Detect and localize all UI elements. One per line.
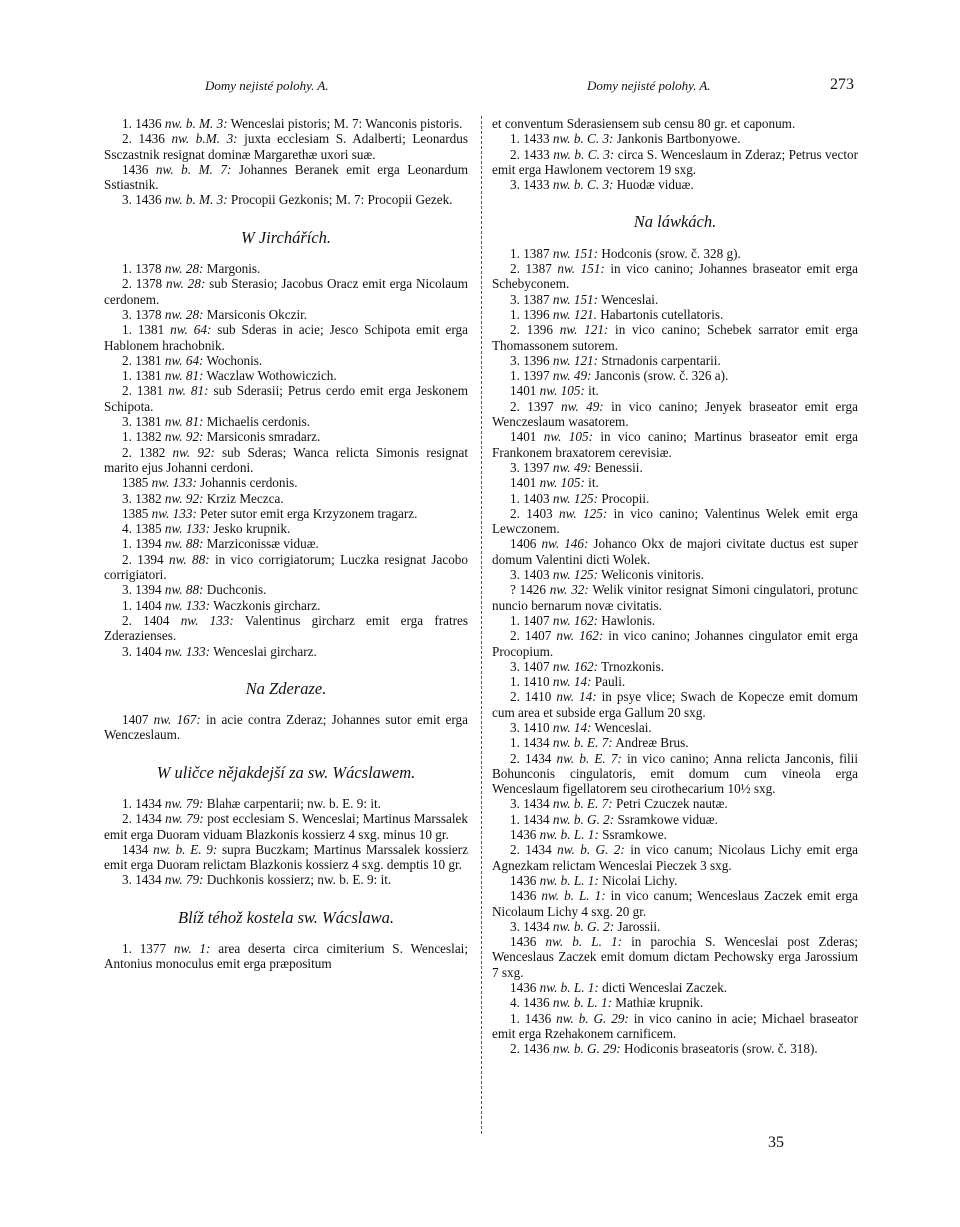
register-entry <box>104 796 468 811</box>
entry-reference: nw. b. E. 7: <box>552 796 613 812</box>
entry-text: Habartonis cutellatoris. <box>596 306 724 322</box>
register-entry <box>492 399 858 430</box>
entry-text: Wenceslai. <box>591 719 652 735</box>
register-entry <box>492 796 858 811</box>
entry-prefix: ? 1426 <box>510 582 550 598</box>
entry-reference: nw. 28: <box>164 306 204 322</box>
entry-prefix: 3. 1381 <box>122 414 165 430</box>
entry-reference: nw. 49: <box>552 459 592 475</box>
entry-text: Wenceslai pistoris; M. 7: Wanconis pistoris. <box>227 116 463 131</box>
entry-reference: nw. b.M. 3: <box>171 131 238 147</box>
register-entry <box>492 368 858 383</box>
section-heading: Blíž téhož kostela sw. Wácslawa. <box>177 907 394 927</box>
entry-text: Michaelis cerdonis. <box>203 414 311 430</box>
register-entry <box>104 322 468 353</box>
entry-prefix: 2. 1397 <box>510 398 562 414</box>
entry-prefix: 4. 1436 <box>510 995 553 1011</box>
entry-text: Pauli. <box>591 674 626 690</box>
entry-reference: nw. 133: <box>164 597 211 613</box>
entry-text: in vico corrigiatorum; Luczka resignat Jacobo corrigiatori. <box>104 551 468 583</box>
entry-reference: nw. 133: <box>151 505 197 521</box>
register-entry <box>492 147 858 178</box>
register-entry <box>104 552 468 583</box>
register-entry <box>104 536 468 551</box>
entry-reference: nw. 133: <box>151 475 197 491</box>
entry-text: Petri Czuczek nautæ. <box>612 796 728 812</box>
entry-text: Peter sutor emit erga Krzyzonem tragarz. <box>196 505 418 521</box>
entry-prefix: 1436 <box>510 888 542 904</box>
entry-text: Welik vinitor resignat Simoni cingulatori, protunc nuncio bernarum novæ civitatis. <box>492 582 858 613</box>
entry-prefix: 1436 <box>122 161 156 177</box>
entry-prefix: 2. 1433 <box>510 146 554 162</box>
entry-prefix: 1406 <box>510 536 542 552</box>
entry-prefix: 1. 1434 <box>510 811 553 827</box>
entry-text: it. <box>584 475 599 491</box>
entry-reference: nw. 121: <box>559 322 609 338</box>
entry-reference: nw. b. G. 2: <box>552 811 615 827</box>
entry-prefix: 2. 1394 <box>122 551 169 567</box>
entry-text: in vico canino; Anna relicta Janconis, filii Bohunconis cingulatoris, emit domum cum vineola erga Wenceslaum figellatorem seu cirothecarium 10½ sxg. <box>492 750 859 797</box>
section-heading: Na láwkách. <box>633 212 717 232</box>
entry-prefix: 1436 <box>510 872 540 888</box>
entry-prefix: 1. 1407 <box>510 612 553 628</box>
entry-text: in vico canino; Jenyek braseator emit erga Wenczeslaum wasatorem. <box>492 398 858 430</box>
entry-text: Johanco Okx de majori civitate ductus est super domum Valentini dicti Wolek. <box>492 536 859 567</box>
entry-text: supra Buczkam; Martinus Marssalek kossierz emit erga Duoram relictam Blazkonis kossierz 4 sxg. demptis 10 gr. <box>104 841 469 873</box>
entry-text: post ecclesiam S. Wenceslai; Martinus Marssalek emit erga Duoram viduam Blazkonis kossierz 4 sxg. minus 10 gr. <box>104 811 468 842</box>
entry-reference: nw. 105: <box>543 429 593 445</box>
entry-prefix: 1385 <box>122 475 152 491</box>
register-entry <box>492 383 858 398</box>
signature-mark: 35 <box>768 1134 784 1151</box>
entry-text: Jankonis Bartbonyowe. <box>613 131 741 147</box>
register-entry <box>492 567 858 582</box>
register-entry <box>104 712 468 743</box>
entry-reference: nw. 121: <box>552 352 599 368</box>
entry-reference: nw. 79: <box>164 795 204 811</box>
right-column <box>492 116 858 1057</box>
register-entry <box>104 872 468 887</box>
entry-reference: nw. 88: <box>168 551 210 567</box>
entry-prefix: 1. 1397 <box>510 368 553 384</box>
register-entry <box>492 307 858 322</box>
entry-prefix: 1401 <box>510 383 540 399</box>
entry-text: Hawlonis. <box>598 612 656 628</box>
entry-reference: nw. 64: <box>164 352 204 368</box>
entry-text: area deserta circa cimiterium S. Wenceslai; Antonius monoculus emit erga præpositum <box>104 941 469 972</box>
entry-reference: nw. 79: <box>164 872 204 888</box>
entry-text: Huodæ viduæ. <box>613 177 694 193</box>
entry-reference: nw. 49: <box>561 398 604 414</box>
entry-prefix: 2. 1436 <box>510 1041 553 1057</box>
entry-prefix: 2. 1378 <box>122 276 167 292</box>
entry-text: in acie contra Zderaz; Johannes sutor emit erga Wenczeslaum. <box>104 712 468 743</box>
entry-prefix: 1436 <box>510 980 540 996</box>
entry-prefix: 1. 1396 <box>510 306 553 322</box>
entry-prefix: 2. 1410 <box>510 689 557 705</box>
entry-text: in vico canino; Johannes cingulator emit erga Procopium. <box>492 628 858 659</box>
entry-reference: nw. b. L. 1: <box>552 995 612 1011</box>
register-entry <box>492 429 858 460</box>
register-entry <box>492 475 858 490</box>
entry-reference: nw. 105: <box>539 475 585 491</box>
entry-reference: nw. b. C. 3: <box>552 177 614 193</box>
entry-text: sub Sterasio; Jacobus Oracz emit erga Nicolaum cerdonem. <box>104 276 469 307</box>
entry-reference: nw. 167: <box>153 712 201 728</box>
register-entry <box>104 429 468 444</box>
register-entry <box>104 491 468 506</box>
entry-prefix: 3. 1434 <box>510 918 553 934</box>
entry-prefix: 1. 1436 <box>122 116 165 131</box>
entry-text: in parochia S. Wenceslai post Zderas; Wenceslaus Zaczek emit domum dictam Pechowsky erga Jarossium 7 sxg. <box>492 934 859 980</box>
entry-text: Waczlaw Wothowiczich. <box>203 368 337 384</box>
register-entry <box>492 980 858 995</box>
entry-prefix: 3. 1403 <box>510 567 553 583</box>
entry-reference: nw. 28: <box>166 276 206 292</box>
entry-text: et conventum Sderasiensem sub censu 80 gr. et caponum. <box>492 116 796 131</box>
register-entry <box>492 536 858 567</box>
entry-reference: nw. 28: <box>164 261 204 277</box>
entry-text: in vico canino; Martinus braseator emit erga Frankonem braxatorem cerevisiæ. <box>492 429 859 460</box>
register-entry <box>492 261 858 292</box>
entry-reference: nw. 125: <box>552 490 599 506</box>
entry-prefix: 1385 <box>122 505 152 521</box>
entry-prefix: 1. 1410 <box>510 674 553 690</box>
entry-text: Marziconissæ viduæ. <box>203 536 319 552</box>
entry-text: dicti Wenceslai Zaczek. <box>598 980 728 996</box>
register-entry <box>104 582 468 597</box>
register-entry <box>492 689 858 720</box>
entry-text: Hodiconis braseatoris (srow. č. 318). <box>620 1041 818 1057</box>
entry-prefix: 2. 1381 <box>122 352 165 368</box>
entry-reference: nw. 133: <box>164 643 211 659</box>
register-entry <box>492 292 858 307</box>
register-entry <box>492 353 858 368</box>
entry-reference: nw. 32: <box>549 582 589 598</box>
entry-prefix: 1. 1434 <box>122 795 165 811</box>
entry-prefix: 3. 1436 <box>122 192 165 208</box>
entry-prefix: 3. 1387 <box>510 291 553 307</box>
entry-text: in vico canino; Schebek sarrator emit erga Thomassonem sutorem. <box>492 322 858 353</box>
register-entry <box>104 598 468 613</box>
entry-text: Jesko krupnik. <box>210 521 291 537</box>
entry-prefix: 3. 1434 <box>122 872 165 888</box>
entry-text: Weliconis vinitoris. <box>598 567 705 583</box>
entry-prefix: 1. 1434 <box>510 735 553 751</box>
entry-text: Margonis. <box>203 261 261 277</box>
register-entry <box>104 116 468 131</box>
entry-prefix: 3. 1404 <box>122 643 165 659</box>
entry-reference: nw. 88: <box>164 536 204 552</box>
entry-reference: nw. 14: <box>556 689 597 705</box>
entry-text: in psye vlice; Swach de Kopecze emit domum cum area et subside erga Gallum 20 sxg. <box>492 689 858 720</box>
entry-reference: nw. 88: <box>164 582 204 598</box>
register-entry <box>104 613 468 644</box>
entry-prefix: 2. 1403 <box>510 505 559 521</box>
entry-prefix: 1. 1404 <box>122 597 165 613</box>
entry-reference: nw. b. M. 3: <box>164 192 228 208</box>
register-entry <box>104 307 468 322</box>
register-entry <box>492 116 858 131</box>
entry-reference: nw. 121. <box>552 306 597 322</box>
entry-reference: nw. b. L. 1: <box>539 872 599 888</box>
entry-text: Duchkonis kossierz; nw. b. E. 9: it. <box>203 872 392 888</box>
entry-reference: nw. 81: <box>164 368 204 384</box>
entry-prefix: 1. 1403 <box>510 490 553 506</box>
entry-prefix: 3. 1397 <box>510 459 553 475</box>
entry-reference: nw. 162: <box>552 612 599 628</box>
entry-prefix: 1436 <box>510 827 540 843</box>
entry-text: Jarossii. <box>614 918 661 934</box>
entry-prefix: 1407 <box>122 712 154 728</box>
entry-text: Benessii. <box>591 459 643 475</box>
entry-reference: nw. b. E. 7: <box>556 750 622 766</box>
entry-text: Mathiæ krupnik. <box>611 995 704 1011</box>
entry-reference: nw. 81: <box>168 383 209 399</box>
entry-reference: nw. b. L. 1: <box>539 827 599 843</box>
entry-reference: nw. b. E. 7: <box>552 735 613 751</box>
entry-prefix: 3. 1410 <box>510 719 553 735</box>
entry-prefix: 2. 1396 <box>510 322 560 338</box>
entry-reference: nw. 92: <box>172 444 215 460</box>
entry-text: Hodconis (srow. č. 328 g). <box>598 245 741 261</box>
entry-reference: nw. b. M. 3: <box>164 116 228 131</box>
register-entry <box>104 162 468 193</box>
entry-text: Strnadonis carpentarii. <box>598 352 721 368</box>
entry-text: Johannes Beranek emit erga Leonardum Sstiastnik. <box>104 161 468 193</box>
register-entry <box>104 131 468 162</box>
register-entry <box>492 995 858 1010</box>
register-entry <box>104 644 468 659</box>
entry-text: Blahæ carpentarii; nw. b. E. 9: it. <box>203 795 381 811</box>
entry-prefix: 1. 1381 <box>122 322 171 338</box>
register-entry <box>492 246 858 261</box>
register-entry <box>104 521 468 536</box>
entry-reference: nw. b. L. 1: <box>545 934 622 950</box>
entry-prefix: 4. 1385 <box>122 521 165 537</box>
entry-reference: nw. 133: <box>180 612 234 628</box>
entry-reference: nw. 105: <box>539 383 585 399</box>
register-entry <box>492 177 858 192</box>
entry-reference: nw. 92: <box>164 429 204 445</box>
entry-prefix: 2. 1382 <box>122 444 173 460</box>
register-entry <box>104 414 468 429</box>
entry-reference: nw. b. M. 7: <box>155 161 232 177</box>
entry-text: Duchconis. <box>203 582 267 598</box>
register-entry <box>492 628 858 659</box>
entry-text: sub Sderas in acie; Jesco Schipota emit erga Hablonem hrachobnik. <box>104 322 468 353</box>
entry-text: Krziz Meczca. <box>203 490 284 506</box>
entry-text: Valentinus gircharz emit erga fratres Zderazienses. <box>104 612 469 644</box>
entry-text: Marsiconis Okczir. <box>203 306 308 322</box>
entry-text: Marsiconis smradarz. <box>203 429 321 445</box>
entry-reference: nw. 125: <box>559 505 608 521</box>
entry-prefix: 2. 1387 <box>510 261 558 277</box>
register-entry <box>104 261 468 276</box>
entry-text: Waczkonis gircharz. <box>210 597 321 613</box>
left-column <box>104 116 468 972</box>
register-entry <box>492 1041 858 1056</box>
entry-prefix: 3. 1378 <box>122 306 165 322</box>
entry-reference: nw. b. L. 1: <box>539 980 599 996</box>
register-entry <box>492 131 858 146</box>
entry-text: in vico canino; Valentinus Welek emit erga Lewczonem. <box>492 505 858 537</box>
register-entry <box>104 842 468 873</box>
entry-text: in vico canum; Wenceslaus Zaczek emit erga Nicolaum Lichy 4 sxg. 20 gr. <box>492 888 858 919</box>
entry-prefix: 1. 1377 <box>122 941 174 957</box>
register-entry <box>104 811 468 842</box>
entry-prefix: 1. 1382 <box>122 429 165 445</box>
register-entry <box>492 322 858 353</box>
entry-prefix: 3. 1433 <box>510 177 553 193</box>
entry-text: Ssramkowe viduæ. <box>614 811 718 827</box>
entry-prefix: 1. 1433 <box>510 131 553 147</box>
entry-prefix: 2. 1436 <box>122 131 172 147</box>
register-entry <box>104 506 468 521</box>
entry-reference: nw. 14: <box>552 674 592 690</box>
entry-reference: nw. b. L. 1: <box>541 888 606 904</box>
entry-prefix: 3. 1382 <box>122 490 165 506</box>
entry-reference: nw. b. G. 2: <box>552 918 615 934</box>
entry-prefix: 3. 1407 <box>510 658 553 674</box>
entry-prefix: 2. 1434 <box>122 811 166 827</box>
entry-prefix: 3. 1396 <box>510 352 553 368</box>
entry-reference: nw. 162: <box>556 628 604 644</box>
entry-text: Procopii Gezkonis; M. 7: Procopii Gezek. <box>227 192 453 208</box>
register-entry <box>104 941 468 972</box>
register-entry <box>492 842 858 873</box>
entry-prefix: 2. 1407 <box>510 628 557 644</box>
entry-reference: nw. 79: <box>165 811 204 827</box>
entry-text: in vico canino in acie; Michael braseator emit erga Rzehakonem carnificem. <box>492 1010 859 1041</box>
entry-text: Ssramkowe. <box>598 827 667 843</box>
entry-prefix: 3. 1434 <box>510 796 553 812</box>
register-entry <box>492 460 858 475</box>
entry-reference: nw. 151: <box>557 261 605 277</box>
entry-text: Andreæ Brus. <box>612 735 689 751</box>
entry-text: Johannis cerdonis. <box>196 475 298 491</box>
entry-reference: nw. b. E. 9: <box>153 841 218 857</box>
entry-reference: nw. 92: <box>164 490 204 506</box>
entry-prefix: 1. 1381 <box>122 368 165 384</box>
register-entry <box>104 276 468 307</box>
entry-text: juxta ecclesiam S. Adalberti; Leonardus Ssczastnik resignat dominæ Margarethæ uxori suæ. <box>104 131 468 162</box>
register-entry <box>492 919 858 934</box>
register-entry <box>492 735 858 750</box>
register-entry <box>104 192 468 207</box>
register-entry <box>492 491 858 506</box>
register-entry <box>104 383 468 414</box>
entry-reference: nw. b. G. 29: <box>556 1010 629 1026</box>
register-entry <box>492 1011 858 1042</box>
entry-reference: nw. 125: <box>552 567 599 583</box>
entry-reference: nw. 81: <box>164 414 204 430</box>
entry-text: circa S. Wenceslaum in Zderaz; Petrus vector emit erga Hawlonem vectorem 19 sxg. <box>492 146 858 177</box>
entry-reference: nw. b. G. 2: <box>557 842 625 858</box>
entry-reference: nw. 133: <box>164 521 211 537</box>
entry-text: in vico canino; Johannes braseator emit erga Schebyconem. <box>492 261 859 292</box>
entry-text: in vico canum; Nicolaus Lichy emit erga Agnezkam relictam Wenceslai Pieczek 3 sxg. <box>492 842 859 873</box>
entry-prefix: 1436 <box>510 934 546 950</box>
entry-prefix: 2. 1434 <box>510 842 558 858</box>
entry-text: Wenceslai gircharz. <box>210 643 317 659</box>
register-entry <box>492 582 858 613</box>
register-entry <box>492 506 858 537</box>
section-heading: W uličce nějakdejší za sw. Wácslawem. <box>156 762 416 782</box>
register-entry <box>492 751 858 797</box>
entry-reference: nw. 1: <box>173 941 211 957</box>
register-entry <box>104 353 468 368</box>
entry-text: Procopii. <box>598 490 650 506</box>
right-running-head: Domy nejisté polohy. A. <box>587 78 711 93</box>
entry-prefix: 1. 1394 <box>122 536 165 552</box>
entry-prefix: 2. 1434 <box>510 750 557 766</box>
entry-text: Nicolai Lichy. <box>598 872 678 888</box>
entry-reference: nw. 151: <box>552 291 599 307</box>
entry-reference: nw. b. C. 3: <box>552 131 614 147</box>
column-divider <box>481 116 482 1134</box>
entry-reference: nw. 146: <box>541 536 589 552</box>
page-number: 273 <box>830 76 854 93</box>
entry-reference: nw. 14: <box>552 719 592 735</box>
register-entry <box>492 873 858 888</box>
entry-text: Trnozkonis. <box>598 658 665 674</box>
entry-reference: nw. b. C. 3: <box>553 146 615 162</box>
register-entry <box>104 475 468 490</box>
entry-reference: nw. 64: <box>170 322 212 338</box>
entry-text: it. <box>584 383 599 399</box>
section-heading: W Jirchářích. <box>240 227 332 247</box>
entry-prefix: 1401 <box>510 475 540 491</box>
entry-prefix: 1. 1387 <box>510 245 553 261</box>
entry-prefix: 1. 1436 <box>510 1010 557 1026</box>
section-heading: Na Zderaze. <box>245 678 327 698</box>
entry-text: Janconis (srow. č. 326 a). <box>591 368 729 384</box>
entry-reference: nw. 162: <box>552 658 599 674</box>
entry-reference: nw. b. G. 29: <box>552 1041 621 1057</box>
register-entry <box>492 720 858 735</box>
left-running-head: Domy nejisté polohy. A. <box>205 78 329 93</box>
register-entry <box>492 827 858 842</box>
register-entry <box>492 888 858 919</box>
register-entry <box>492 659 858 674</box>
register-entry <box>492 674 858 689</box>
entry-text: Wenceslai. <box>598 291 659 307</box>
entry-prefix: 1434 <box>122 841 154 857</box>
entry-prefix: 1. 1378 <box>122 261 165 277</box>
register-entry <box>104 445 468 476</box>
register-entry <box>104 368 468 383</box>
entry-prefix: 2. 1381 <box>122 383 169 399</box>
entry-prefix: 2. 1404 <box>122 612 181 628</box>
register-entry <box>492 613 858 628</box>
entry-text: sub Sderasii; Petrus cerdo emit erga Jeskonem Schipota. <box>104 383 468 414</box>
register-entry <box>492 934 858 980</box>
entry-reference: nw. 49: <box>552 368 592 384</box>
entry-reference: nw. 151: <box>552 245 599 261</box>
register-entry <box>492 812 858 827</box>
entry-prefix: 3. 1394 <box>122 582 165 598</box>
entry-text: sub Sderas; Wanca relicta Simonis resignat marito ejus Johanni cerdoni. <box>104 444 469 475</box>
entry-prefix: 1401 <box>510 429 544 445</box>
entry-text: Wochonis. <box>203 352 263 368</box>
